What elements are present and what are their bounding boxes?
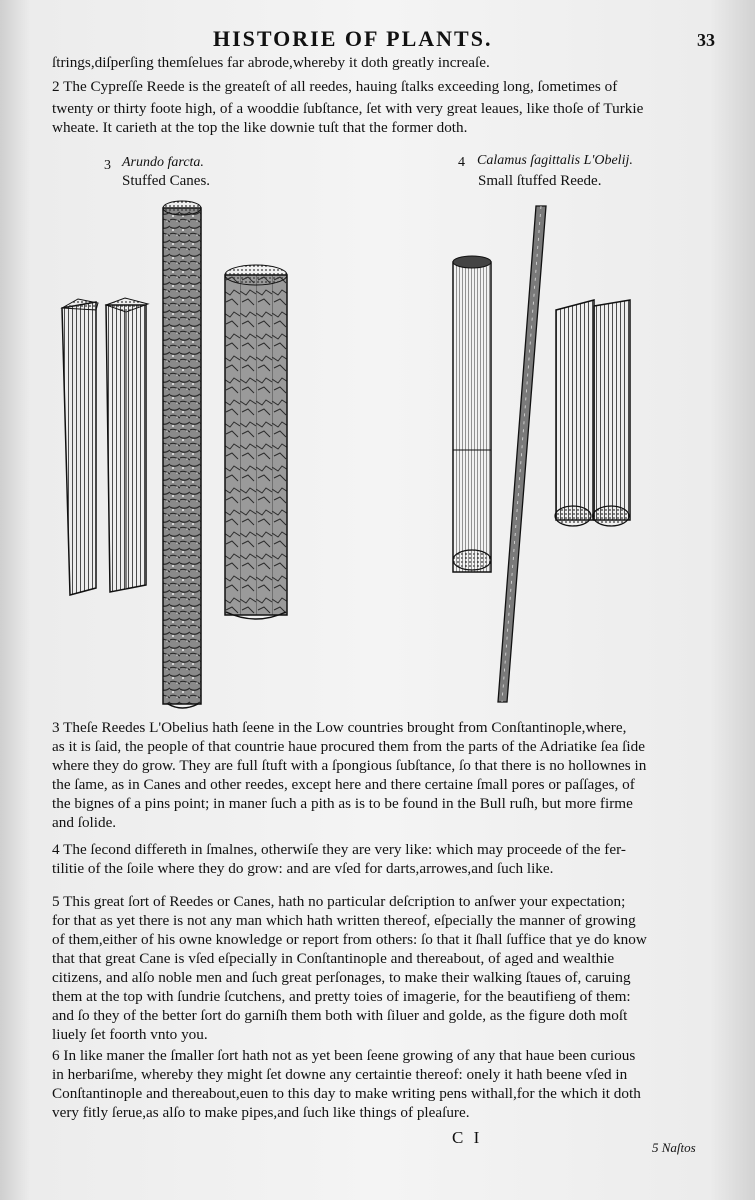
signature-mark: C I — [452, 1128, 483, 1147]
long-reede-illustration — [498, 206, 546, 702]
body-line: as it is ſaid, the people of that countrie haue procured them from the parts of the Adriatike ſea ſide — [52, 738, 645, 755]
body-line: and ſolide. — [52, 814, 117, 831]
body-line: and ſo they of the better ſort do garniſh them both with ſiluer and golde, as the figure doth moſt — [52, 1007, 628, 1024]
body-line: very fitly ſerue,as alſo to make pipes,and ſuch like things of pleaſure. — [52, 1104, 470, 1121]
tall-cane-illustration — [163, 201, 201, 708]
figure-3-english-name: Stuffed Canes. — [122, 173, 211, 189]
thick-cane-illustration — [225, 265, 287, 619]
body-line: Conſtantinople and thereabout,euen to this day to make writing pens withall,for the which it doth — [52, 1085, 641, 1102]
intro-line: 2 The Cypreſſe Reede is the greateſt of all reedes, hauing ſtalks exceeding long, ſometimes of — [52, 78, 618, 95]
body-line: of them,either of his owne knowledge or report from others: ſo that it ſhall ſuffice that ye do know — [52, 931, 647, 948]
body-line: liuely ſet foorth vnto you. — [52, 1026, 208, 1043]
body-line: tilitie of the ſoile where they do grow: and are vſed for darts,arrowes,and ſuch like. — [52, 860, 554, 877]
figure-4-english-name: Small ſtuffed Reede. — [478, 173, 602, 189]
body-line: where they do grow. They are full ſtuft with a ſpongious ſubſtance, ſo that there is no hollownes in — [52, 757, 647, 774]
figure-3-number: 3 — [104, 158, 111, 173]
body-line: 6 In like maner the ſmaller ſort hath not as yet been ſeene growing of any that haue been curious — [52, 1047, 636, 1064]
intro-line: wheate. It carieth at the top the like downie tuſt that the former doth. — [52, 119, 468, 136]
body-line: 3 Theſe Reedes L'Obelius hath ſeene in the Low countries brought from Conſtantinople,where, — [52, 719, 627, 736]
split-reede-illustration — [555, 300, 630, 526]
figure-3-latin-name: Arundo farcta. — [122, 155, 204, 170]
body-line: 4 The ſecond differeth in ſmalnes, otherwiſe they are very like: which may proceede of the fer- — [52, 841, 626, 858]
figure-4-latin-name: Calamus ſagittalis L'Obelij. — [477, 153, 633, 168]
body-line: the ſame, as in Canes and other reedes, except here and there certaine ſmall pores or paſſages, of — [52, 776, 635, 793]
body-line: for that as yet there is not any man which hath written thereof, eſpecially the manner of growing — [52, 912, 636, 929]
small-reede-section-illustration — [453, 256, 491, 572]
body-line: in herbariſme, whereby they might ſet downe any certaintie thereof: onely it hath beene vſed in — [52, 1066, 628, 1083]
body-line: that that great Cane is vſed eſpecially in Conſtantinople and thereabout, of aged and wealthie — [52, 950, 615, 967]
split-cane-left-illustration — [62, 299, 98, 595]
split-cane-right-illustration — [106, 298, 148, 592]
page-number: 33 — [697, 30, 715, 50]
body-line: the bignes of a pins point; in maner ſuch a pith as is to be found in the Bull ruſh, but more firme — [52, 795, 633, 812]
running-head: HISTORIE OF PLANTS. — [213, 26, 493, 51]
body-line: them at the top with ſundrie ſcutchens, and pretty toies of imagerie, for the beautifieng of them: — [52, 988, 631, 1005]
intro-line: ſtrings,diſperſing themſelues far abrode,whereby it doth greatly increaſe. — [52, 54, 490, 71]
catchword: 5 Naſtos — [652, 1140, 696, 1155]
intro-line: twenty or thirty foote high, of a wooddie ſubſtance, ſet with very great leaues, like thoſe of Turkie — [52, 100, 644, 117]
body-line: 5 This great ſort of Reedes or Canes, hath no particular deſcription to anſwer your expectation; — [52, 893, 626, 910]
body-line: citizens, and alſo noble men and ſuch great perſonages, to make their walking ſtaues of, caruing — [52, 969, 631, 986]
figure-4-number: 4 — [458, 155, 465, 170]
